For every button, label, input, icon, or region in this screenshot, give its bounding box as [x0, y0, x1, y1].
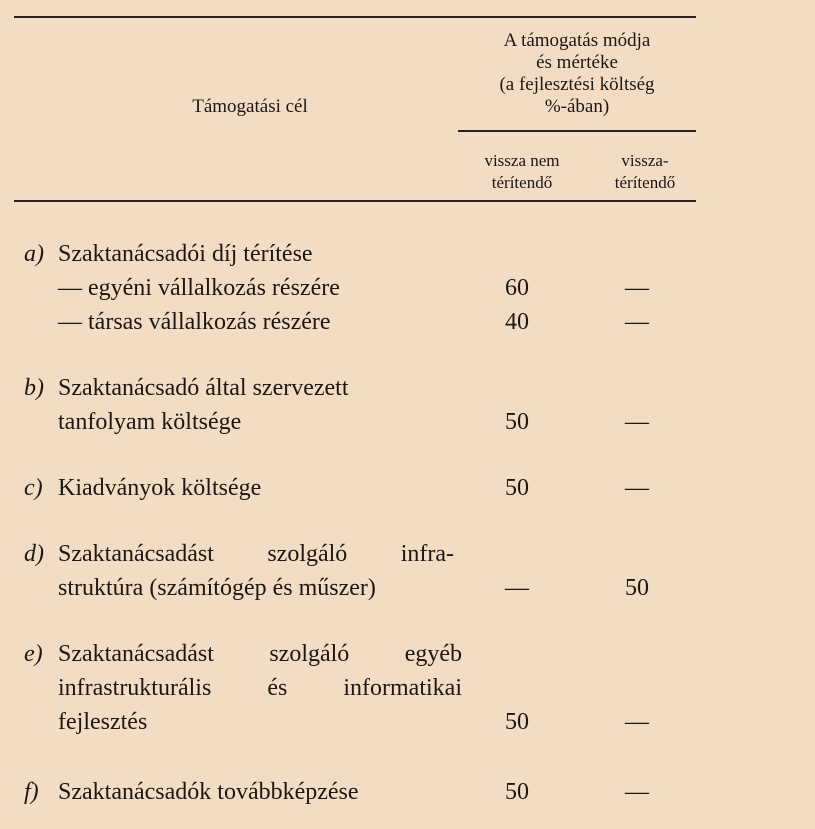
- row-b-line2: tanfolyam költsége: [58, 409, 242, 435]
- row-b: [24, 372, 349, 404]
- row-a-sub1-value2: —: [625, 275, 649, 301]
- header-cel-label: Támogatási cél: [192, 96, 308, 117]
- row-c-value1: 50: [505, 475, 529, 501]
- row-b-cont: [24, 406, 241, 438]
- top-rule: [14, 16, 696, 18]
- row-f-line1: Szaktanácsadók továbbképzése: [58, 779, 359, 805]
- row-e-letter: e): [24, 641, 43, 667]
- header-cel: [120, 96, 380, 118]
- row-f-value1: 50: [505, 779, 529, 805]
- row-e: [24, 638, 462, 670]
- row-b-value1: 50: [505, 409, 529, 435]
- header-mod-line4: %-ában): [544, 96, 610, 117]
- row-e-cont2: [24, 706, 147, 738]
- row-a-sub1-value1: 60: [505, 275, 529, 301]
- row-d: [24, 538, 454, 570]
- header-mod: [458, 30, 696, 118]
- row-a-sub2-value1: 40: [505, 309, 529, 335]
- row-d-cont: [24, 572, 376, 604]
- row-e-line2: infrastrukturális és informatikai: [58, 675, 462, 701]
- row-d-value2: 50: [625, 575, 649, 601]
- header-col1: [462, 150, 582, 194]
- row-b-value2: —: [625, 409, 649, 435]
- row-d-line1: Szaktanácsadást szolgáló infra-: [58, 541, 454, 567]
- row-c-line1: Kiadványok költsége: [58, 475, 262, 501]
- row-a-sub2: [24, 306, 331, 338]
- row-e-line3: fejlesztés: [58, 709, 148, 735]
- row-a: [24, 238, 313, 270]
- header-mod-line3: (a fejlesztési költség: [499, 74, 655, 95]
- row-c-value2: —: [625, 475, 649, 501]
- header-col2: [590, 150, 700, 194]
- row-f-letter: f): [24, 779, 39, 805]
- row-b-line1: Szaktanácsadó által szervezett: [58, 375, 349, 401]
- row-a-sub2-label: — társas vállalkozás részére: [58, 309, 331, 335]
- header-col1-line1: vissza nem: [484, 151, 560, 170]
- header-mod-line1: A támogatás módja: [503, 30, 651, 51]
- row-f: [24, 776, 359, 808]
- mid-rule: [458, 130, 696, 132]
- row-d-line2: struktúra (számítógép és műszer): [58, 575, 376, 601]
- header-col2-line1: vissza-: [621, 151, 669, 170]
- row-e-value2: —: [625, 709, 649, 735]
- row-c: [24, 472, 261, 504]
- row-a-sub1-label: — egyéni vállalkozás részére: [58, 275, 340, 301]
- row-d-value1: —: [505, 575, 529, 601]
- row-a-sub1: [24, 272, 340, 304]
- row-a-title: Szaktanácsadói díj térítése: [58, 241, 313, 267]
- header-col2-line2: térítendő: [614, 173, 676, 192]
- header-mod-line2: és mértéke: [536, 52, 618, 73]
- row-a-letter: a): [24, 241, 44, 267]
- row-d-letter: d): [24, 541, 44, 567]
- row-e-value1: 50: [505, 709, 529, 735]
- row-e-cont1: [24, 672, 462, 704]
- row-c-letter: c): [24, 475, 43, 501]
- row-f-value2: —: [625, 779, 649, 805]
- row-e-line1: Szaktanácsadást szolgáló egyéb: [58, 641, 462, 667]
- row-a-sub2-value2: —: [625, 309, 649, 335]
- header-bottom-rule: [14, 200, 696, 202]
- header-col1-line2: térítendő: [491, 173, 553, 192]
- row-b-letter: b): [24, 375, 44, 401]
